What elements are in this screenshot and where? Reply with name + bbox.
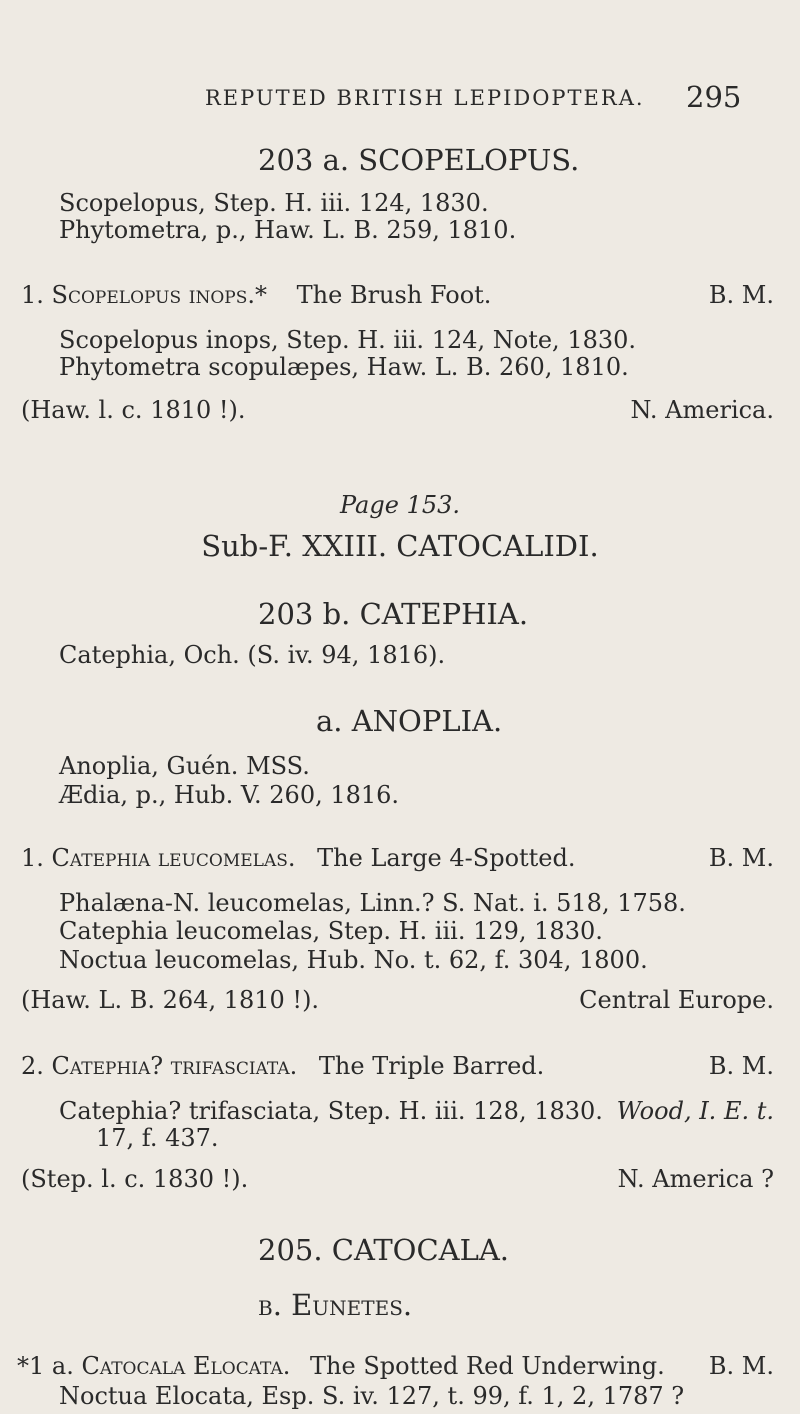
species-entry [21, 844, 576, 872]
synonym-continuation: Wood, I. E. t. [616, 1097, 774, 1125]
genus-heading: 205. CATOCALA. [258, 1233, 510, 1267]
locality: Central Europe. [579, 986, 774, 1014]
synonym-line: Phalæna-N. leucomelas, Linn.? S. Nat. i. 518, 1758. [59, 889, 686, 917]
subgenus-heading: b. Eunetes. [258, 1288, 413, 1322]
species-number: 1. [21, 844, 44, 872]
common-name: The Triple Barred. [318, 1052, 545, 1080]
synonym-line: Catephia leucomelas, Step. H. iii. 129, 1830. [59, 917, 603, 945]
species-name: Catephia leucomelas. [51, 844, 296, 872]
subgenus-heading: a. ANOPLIA. [316, 704, 503, 738]
running-head: REPUTED BRITISH LEPIDOPTERA. [205, 86, 645, 110]
common-name: The Large 4-Spotted. [317, 844, 576, 872]
species-number: 2. [21, 1052, 44, 1080]
collection-mark: B. M. [708, 281, 774, 309]
synonym-line: Noctua Elocata, Esp. S. iv. 127, t. 99, f. 1, 2, 1787 ? [59, 1382, 685, 1410]
subfamily-heading: Sub-F. XXIII. CATOCALIDI. [201, 529, 599, 563]
reference: (Step. l. c. 1830 !). [21, 1165, 249, 1193]
page-number: 295 [686, 80, 742, 114]
synonym-line: Ædia, p., Hub. V. 260, 1816. [59, 781, 400, 809]
synonym-line: Noctua leucomelas, Hub. No. t. 62, f. 304, 1800. [59, 946, 648, 974]
species-entry [21, 281, 491, 309]
synonym-line: Scopelopus, Step. H. iii. 124, 1830. [59, 189, 489, 217]
species-number: *1 a. [17, 1352, 74, 1380]
genus-heading: 203 a. SCOPELOPUS. [258, 143, 580, 177]
genus-heading: 203 b. CATEPHIA. [258, 597, 529, 631]
page-note: Page 153. [339, 491, 460, 519]
species-number: 1. [21, 281, 44, 309]
collection-mark: B. M. [708, 844, 774, 872]
synonym-line: Scopelopus inops, Step. H. iii. 124, Note, 1830. [59, 326, 637, 354]
species-name: Catocala Elocata. [81, 1352, 291, 1380]
locality: N. America. [630, 396, 774, 424]
locality: N. America ? [617, 1165, 774, 1193]
species-entry [21, 1052, 544, 1080]
synonym-line: Catephia? trifasciata, Step. H. iii. 128, 1830. [59, 1097, 603, 1125]
reference: (Haw. l. c. 1810 !). [21, 396, 246, 424]
reference: (Haw. L. B. 264, 1810 !). [21, 986, 320, 1014]
collection-mark: B. M. [708, 1352, 774, 1380]
synonym-continuation: 17, f. 437. [96, 1124, 219, 1152]
synonym-line: Phytometra, p., Haw. L. B. 259, 1810. [59, 216, 517, 244]
common-name: The Brush Foot. [296, 281, 492, 309]
species-entry [17, 1352, 665, 1380]
synonym-line: Catephia, Och. (S. iv. 94, 1816). [59, 641, 446, 669]
collection-mark: B. M. [708, 1052, 774, 1080]
common-name: The Spotted Red Underwing. [310, 1352, 665, 1380]
synonym-line: Phytometra scopulæpes, Haw. L. B. 260, 1810. [59, 353, 629, 381]
species-name: Catephia? trifasciata. [51, 1052, 298, 1080]
synonym-line: Anoplia, Guén. MSS. [59, 752, 310, 780]
species-name: Scopelopus inops.* [51, 281, 267, 309]
